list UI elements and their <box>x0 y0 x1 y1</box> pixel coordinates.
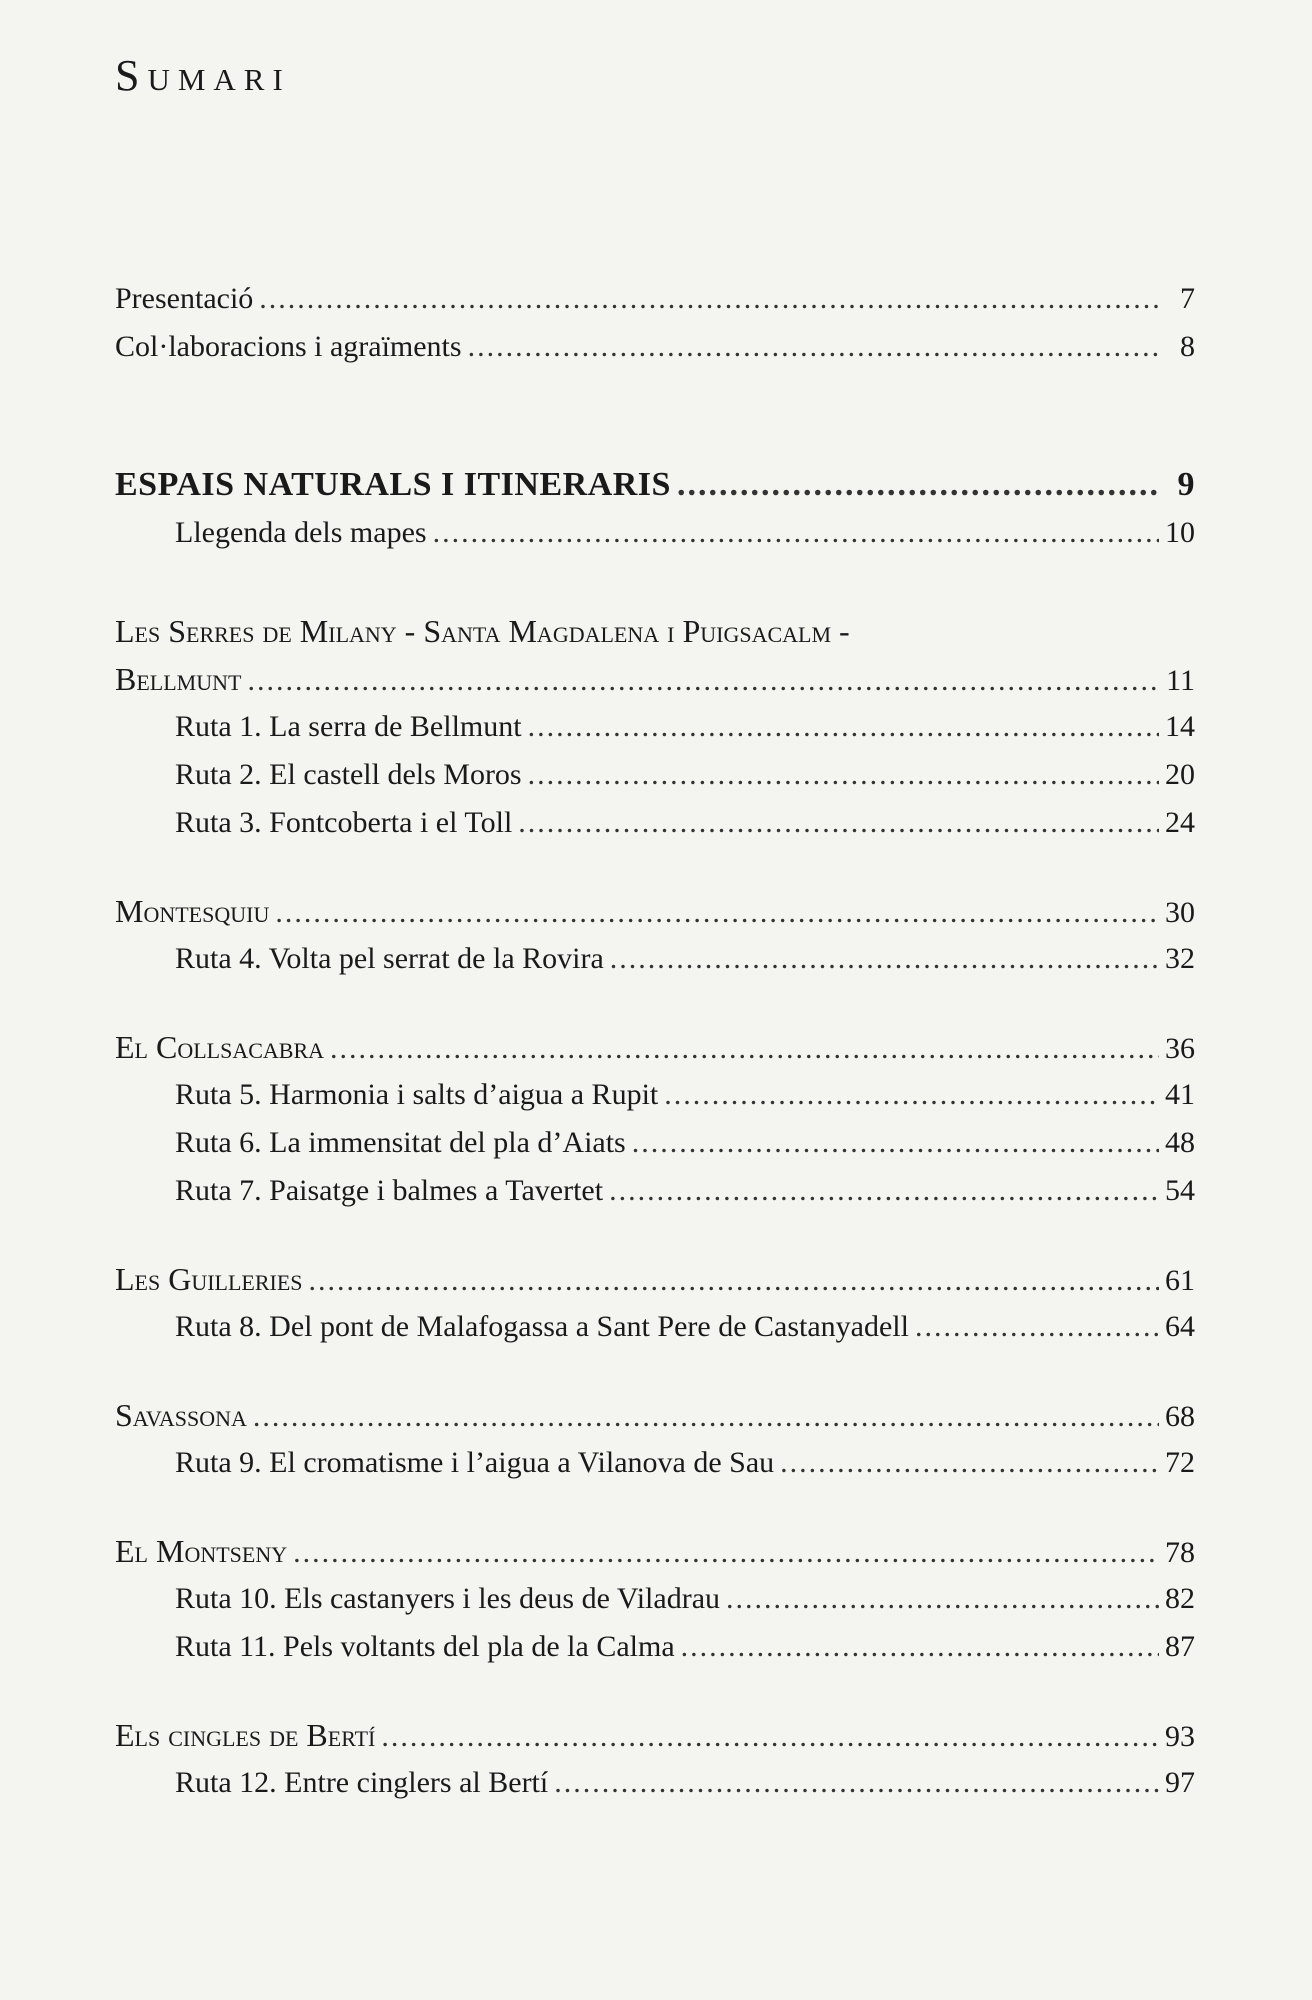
toc-route-2[interactable] <box>115 751 1195 799</box>
toc-route-11[interactable] <box>115 1623 1195 1671</box>
toc-page-number: 41 <box>1165 1078 1195 1111</box>
toc-group-title-line: Les Serres de Milany - Santa Magdalena i Puigsacalm - <box>115 613 850 649</box>
toc-route-12[interactable] <box>115 1759 1195 1807</box>
toc-route-4[interactable] <box>115 935 1195 983</box>
toc-page-number: 30 <box>1165 896 1195 929</box>
toc-group-label: Savassona <box>115 1397 247 1433</box>
toc-page-number: 7 <box>1180 282 1195 315</box>
toc-page-number: 61 <box>1165 1264 1195 1297</box>
dot-leader <box>664 1071 1159 1119</box>
toc-section-label: ESPAIS NATURALS I ITINERARIS <box>115 466 671 503</box>
dot-leader <box>554 1759 1159 1807</box>
toc-section-espais-naturals[interactable] <box>115 461 1195 509</box>
toc-page-number: 48 <box>1165 1126 1195 1159</box>
toc-route-label: Ruta 1. La serra de Bellmunt <box>175 710 522 743</box>
toc-route-8[interactable] <box>115 1303 1195 1351</box>
toc-group-label: Bellmunt <box>115 661 242 697</box>
dot-leader <box>275 889 1159 937</box>
table-of-contents <box>115 275 1195 1807</box>
toc-page-number: 24 <box>1165 806 1195 839</box>
toc-route-7[interactable] <box>115 1167 1195 1215</box>
toc-group-collsacabra[interactable] <box>115 1023 1195 1071</box>
toc-route-6[interactable] <box>115 1119 1195 1167</box>
dot-leader <box>293 1529 1159 1577</box>
toc-page-number: 82 <box>1165 1582 1195 1615</box>
dot-leader <box>528 751 1159 799</box>
toc-group-label: El Collsacabra <box>115 1029 325 1065</box>
toc-page-number: 8 <box>1180 330 1195 363</box>
dot-leader <box>381 1713 1159 1761</box>
dot-leader <box>433 509 1159 557</box>
toc-route-label: Ruta 5. Harmonia i salts d’aigua a Rupit <box>175 1078 659 1111</box>
toc-entry-presentacio[interactable] <box>115 275 1195 323</box>
toc-page-number: 54 <box>1165 1174 1195 1207</box>
toc-page-number: 36 <box>1165 1032 1195 1065</box>
toc-group-savassona[interactable] <box>115 1391 1195 1439</box>
toc-entry-collaboracions[interactable] <box>115 323 1195 371</box>
toc-entry-label: Llegenda dels mapes <box>175 516 427 549</box>
toc-page-number: 9 <box>1177 466 1195 503</box>
page-title: Sumari <box>115 51 291 100</box>
dot-leader <box>780 1439 1159 1487</box>
dot-leader <box>528 703 1159 751</box>
toc-group-cingles-berti[interactable] <box>115 1711 1195 1759</box>
toc-group-label: Les Guilleries <box>115 1261 303 1297</box>
toc-route-label: Ruta 8. Del pont de Malafogassa a Sant Pere de Castanyadell <box>175 1310 909 1343</box>
toc-route-label: Ruta 3. Fontcoberta i el Toll <box>175 806 513 839</box>
dot-leader <box>726 1575 1159 1623</box>
toc-page-number: 14 <box>1165 710 1195 743</box>
toc-page-number: 20 <box>1165 758 1195 791</box>
dot-leader <box>309 1257 1159 1305</box>
dot-leader <box>677 461 1159 509</box>
dot-leader <box>915 1303 1159 1351</box>
toc-route-9[interactable] <box>115 1439 1195 1487</box>
toc-entry-llegenda[interactable] <box>115 509 1195 557</box>
toc-route-label: Ruta 9. El cromatisme i l’aigua a Vilanova de Sau <box>175 1446 775 1479</box>
toc-route-3[interactable] <box>115 799 1195 847</box>
toc-route-1[interactable] <box>115 703 1195 751</box>
toc-route-label: Ruta 6. La immensitat del pla d’Aiats <box>175 1126 626 1159</box>
toc-page-number: 64 <box>1165 1310 1195 1343</box>
toc-route-label: Ruta 10. Els castanyers i les deus de Viladrau <box>175 1582 721 1615</box>
toc-route-label: Ruta 12. Entre cinglers al Bertí <box>175 1766 549 1799</box>
toc-page-number: 11 <box>1166 664 1195 697</box>
toc-page-number: 78 <box>1165 1536 1195 1569</box>
toc-group-montesquiu[interactable] <box>115 887 1195 935</box>
toc-page-number: 97 <box>1165 1766 1195 1799</box>
toc-page-number: 32 <box>1165 942 1195 975</box>
toc-route-label: Ruta 4. Volta pel serrat de la Rovira <box>175 942 604 975</box>
toc-route-label: Ruta 7. Paisatge i balmes a Tavertet <box>175 1174 604 1207</box>
toc-route-10[interactable] <box>115 1575 1195 1623</box>
dot-leader <box>681 1623 1159 1671</box>
toc-group-label: Montesquiu <box>115 893 270 929</box>
dot-leader <box>259 275 1159 323</box>
toc-entry-label: Col·laboracions i agraïments <box>115 330 462 363</box>
toc-group-label: El Montseny <box>115 1533 288 1569</box>
toc-page-number: 72 <box>1165 1446 1195 1479</box>
toc-route-5[interactable] <box>115 1071 1195 1119</box>
toc-group-guilleries[interactable] <box>115 1255 1195 1303</box>
dot-leader <box>330 1025 1159 1073</box>
dot-leader <box>518 799 1159 847</box>
toc-page-number: 93 <box>1165 1720 1195 1753</box>
dot-leader <box>609 1167 1159 1215</box>
dot-leader <box>247 657 1159 705</box>
toc-route-label: Ruta 11. Pels voltants del pla de la Calma <box>175 1630 675 1663</box>
toc-page-number: 10 <box>1165 516 1195 549</box>
dot-leader <box>632 1119 1159 1167</box>
toc-group-label: Els cingles de Bertí <box>115 1717 376 1753</box>
toc-group-bellmunt[interactable] <box>115 655 1195 703</box>
toc-page-number: 87 <box>1165 1630 1195 1663</box>
toc-group-montseny[interactable] <box>115 1527 1195 1575</box>
dot-leader <box>468 323 1159 371</box>
toc-route-label: Ruta 2. El castell dels Moros <box>175 758 522 791</box>
toc-page-number: 68 <box>1165 1400 1195 1433</box>
dot-leader <box>610 935 1159 983</box>
dot-leader <box>253 1393 1159 1441</box>
toc-entry-label: Presentació <box>115 282 254 315</box>
